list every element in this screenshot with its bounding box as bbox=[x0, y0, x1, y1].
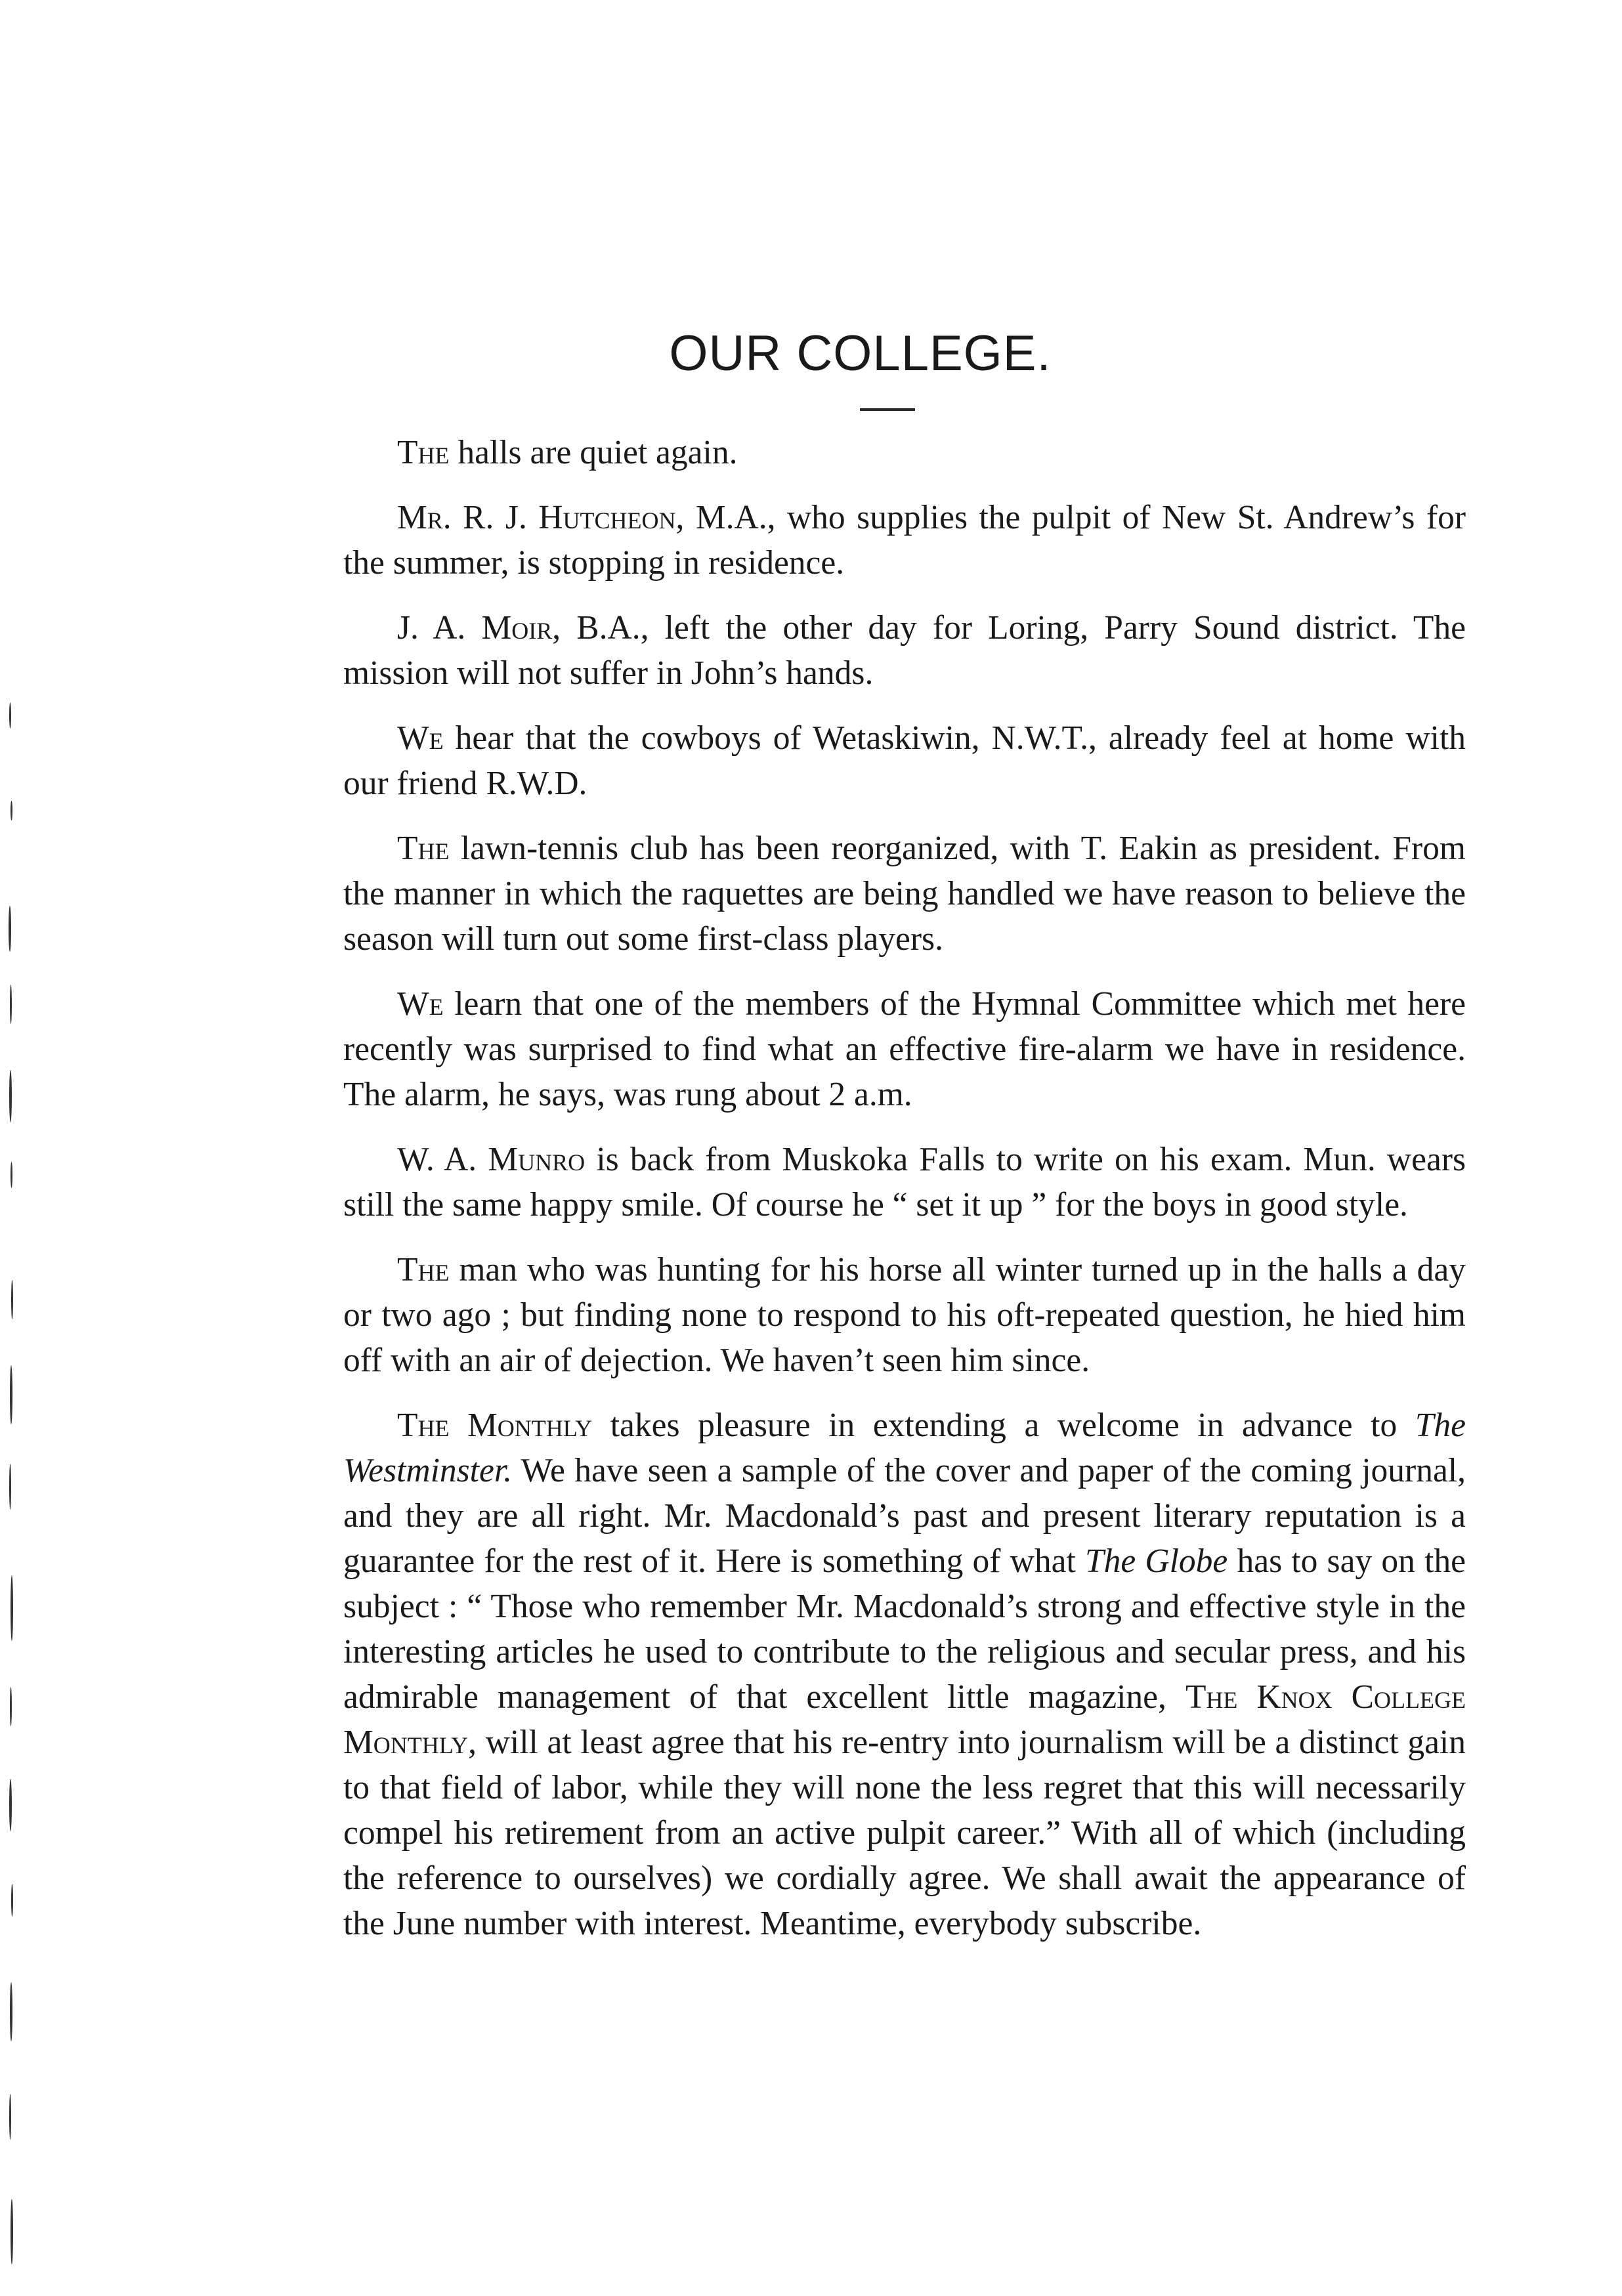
paragraph-lead: We bbox=[397, 985, 444, 1023]
paragraph-hymnal bbox=[343, 981, 1466, 1117]
paragraph-text: takes pleasure in extending a welcome in advance to bbox=[592, 1407, 1415, 1444]
paragraph-lead: We bbox=[397, 719, 444, 757]
paragraph-lead: The Monthly bbox=[397, 1407, 593, 1444]
paragraph-munro bbox=[343, 1137, 1466, 1227]
paragraph-text: , who supplies the pulpit of New St. Andrew’s for the summer, is stopping in residence. bbox=[343, 499, 1466, 582]
paragraph-monthly bbox=[343, 1403, 1466, 1946]
page-title: OUR COLLEGE. bbox=[669, 326, 1052, 381]
paragraph-lead: The bbox=[397, 434, 450, 471]
publication-title-westminster: The Westminster. bbox=[343, 1407, 1466, 1489]
paragraph-lead: J. A. Moir bbox=[397, 609, 553, 647]
paragraph-text: is back from Muskoka Falls to write on his exam. Mun. wears still the same happy smile. Of course he “ set it up ” for the boys in good style. bbox=[343, 1141, 1466, 1223]
paragraph-text: has to say on the subject : “ Those who remember Mr. Macdonald’s strong and effective style in the interesting articles he used to contribute to the religious and secular press, and his admirable management of that excellent little magazine, bbox=[343, 1542, 1466, 1716]
paragraph-text: lawn-tennis club has been reorganized, with T. Eakin as president. From the manner in which the raquettes are being handled we have reason to believe the season will turn out some first-class players. bbox=[343, 830, 1466, 958]
paragraph-halls bbox=[343, 430, 1466, 475]
paragraph-text: halls are quiet again. bbox=[449, 434, 738, 471]
paragraph-lead: W. A. Munro bbox=[397, 1141, 586, 1178]
paragraph-moir bbox=[343, 605, 1466, 696]
paragraph-text: hear that the cowboys of Wetaskiwin, N.W.T., already feel at home with our friend R.W.D. bbox=[343, 719, 1466, 802]
paragraph-lead: The bbox=[397, 830, 450, 867]
paragraph-horse bbox=[343, 1247, 1466, 1383]
paragraph-text: learn that one of the members of the Hymnal Committee which met here recently was surprised to find what an effective fire-alarm we have in residence. The alarm, he says, was rung about 2 a.m. bbox=[343, 985, 1466, 1113]
paragraph-tennis bbox=[343, 826, 1466, 962]
publication-title-knox: The Knox College Monthly bbox=[343, 1678, 1466, 1761]
title-rule bbox=[860, 408, 915, 411]
paragraph-cowboys bbox=[343, 715, 1466, 806]
paragraph-text: We have seen a sample of the cover and paper of the coming journal, and they are all right. Mr. Macdonald’s past and present literary reputation is a guarantee for the rest of it. Here is something of what bbox=[343, 1452, 1466, 1580]
paragraph-text: , will at least agree that his re-entry into journalism will be a distinct gain to that field of labor, while they will none the less regret that this will necessarily compel his retirement from an active pulpit career.” With all of which (including the reference to ourselves) we cordially agree. We shall await the appearance of the June number with interest. Meantime, everybody subscribe. bbox=[343, 1724, 1466, 1942]
paragraph-lead: Mr. R. J. Hutcheon, M.A. bbox=[397, 499, 767, 536]
scan-margin-specks bbox=[5, 702, 25, 2291]
publication-title-globe: The Globe bbox=[1084, 1542, 1228, 1580]
paragraph-lead: The bbox=[397, 1251, 450, 1288]
paragraph-hutcheon bbox=[343, 495, 1466, 585]
article-body bbox=[343, 430, 1466, 1966]
paragraph-text: , B.A., left the other day for Loring, Parry Sound district. The mission will not suffer in John’s hands. bbox=[343, 609, 1466, 692]
paragraph-text: man who was hunting for his horse all winter turned up in the halls a day or two ago ; but finding none to respond to his oft-repeated question, he hied him off with an air of dejection. We haven’t seen him since. bbox=[343, 1251, 1466, 1379]
